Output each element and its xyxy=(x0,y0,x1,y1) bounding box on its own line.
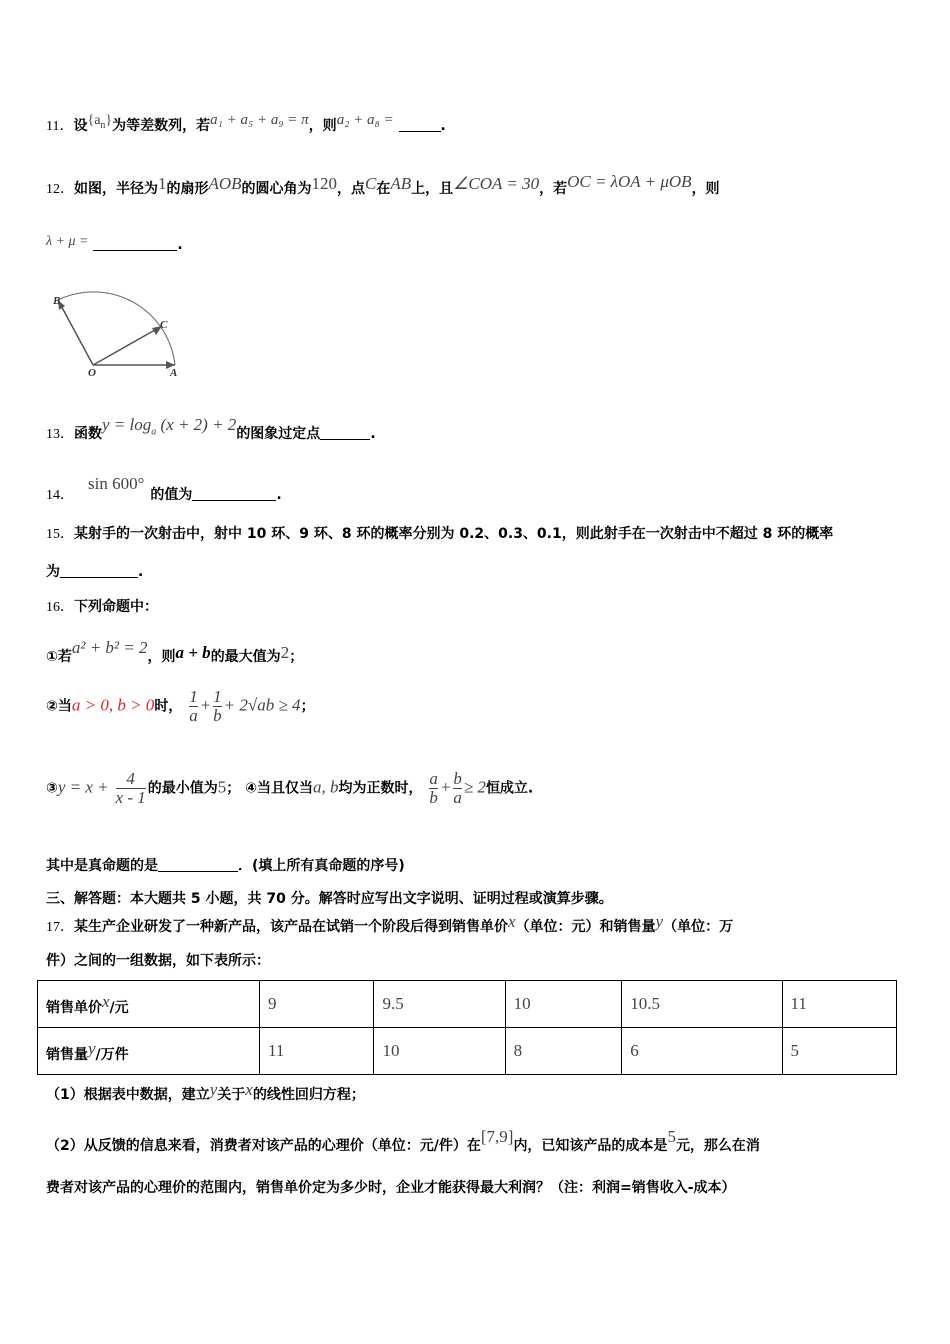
table-cell: 9 xyxy=(260,981,374,1028)
table-cell: 10.5 xyxy=(622,981,782,1028)
vector-equation: OC = λOA + μOB xyxy=(567,172,692,191)
answer-blank[interactable] xyxy=(399,117,441,132)
q11-number: 11． xyxy=(46,119,74,134)
table-cell: 8 xyxy=(505,1028,622,1075)
q16-item-1: ①若a² + b² = 2，则a + b的最大值为2； xyxy=(46,638,304,665)
answer-blank[interactable] xyxy=(93,236,177,251)
q11-condition: a₁ + a₅ + a₉ = π xyxy=(210,112,309,128)
q17-sub-2: （2）从反馈的信息来看，消费者对该产品的心理价（单位：元/件）在[7,9]内，已知该产品的成本是5元，那么在消 xyxy=(46,1127,760,1154)
answer-blank[interactable] xyxy=(320,425,370,440)
q12: 12．如图，半径为1的扇形AOB的圆心角为120，点C在AB上，且∠COA = 30，若OC = λOA + μOB，则 xyxy=(46,172,720,197)
table-cell: 11 xyxy=(782,981,896,1028)
table-cell: 6 xyxy=(622,1028,782,1075)
sector-figure xyxy=(40,288,190,378)
label-b: B xyxy=(53,295,61,307)
label-o: O xyxy=(88,367,96,378)
q16-item-3-4: ③y = x + $\frac{4}{x - 1}$ 的最小值为5； ④当且仅当a, b均为正数时， $\frac{a}{b}$ + $\frac{b}{a}$ ≥ 2恒成立. xyxy=(46,769,534,807)
arc-ab: AB xyxy=(390,174,412,193)
q17-sub-2-line2: 费者对该产品的心理价的范围内，销售单价定为多少时，企业才能获得最大利润？（注：利润=销售收入-成本） xyxy=(46,1180,736,1196)
q15-line2: 为 . xyxy=(46,564,144,580)
q14: 14．sin 600°的值为 . xyxy=(46,474,282,503)
q17: 17．某生产企业研发了一种新产品，该产品在试销一个阶段后得到销售单价x（单位：元）和销售量y（单位：万 xyxy=(46,912,734,935)
q17-line2: 件）之间的一组数据，如下表所示： xyxy=(46,953,270,969)
label-c: C xyxy=(160,319,168,331)
q13: 13．函数$y = \log_a (x + 2) + 2$的图象过定点 . xyxy=(46,415,376,442)
table-row xyxy=(38,981,897,1028)
section-3-heading: 三、解答题：本大题共 5 小题，共 70 分。解答时应写出文字说明、证明过程或演算步骤。 xyxy=(46,891,613,907)
q15: 15．某射手的一次射击中，射中 10 环、9 环、8 环的概率分别为 0.2、0.3、0.1，则此射手在一次射击中不超过 8 环的概率 xyxy=(46,526,834,542)
row-label-price: 销售单价x/元 xyxy=(38,981,260,1028)
q16-footer: 其中是真命题的是 ．(填上所有真命题的序号) xyxy=(46,858,405,874)
table-cell: 5 xyxy=(782,1028,896,1075)
q16-item-2: ②当a > 0, b > 0时， $\frac{1}{a}$ + $\frac{1}{b}$ + 2√ab ≥ 4； xyxy=(46,687,315,725)
q16-title: 16．下列命题中： xyxy=(46,599,158,615)
table-cell: 10 xyxy=(374,1028,505,1075)
answer-blank[interactable] xyxy=(60,563,138,578)
q11: 11．设$\{a_n\}$为等差数列，若a₁ + a₅ + a₉ = π，则a₂ + a₈ = . xyxy=(46,112,446,134)
answer-blank[interactable] xyxy=(192,486,276,501)
table-cell: 10 xyxy=(505,981,622,1028)
table-cell: 11 xyxy=(260,1028,374,1075)
sales-data-table xyxy=(37,980,897,1075)
sin-expression: sin 600° xyxy=(88,474,145,493)
label-a: A xyxy=(170,367,178,378)
condition-positive: a > 0, b > 0 xyxy=(71,695,155,715)
row-label-volume: 销售量y/万件 xyxy=(38,1028,260,1075)
q12-answer-line: λ + μ = . xyxy=(46,234,183,253)
table-row xyxy=(38,1028,897,1075)
answer-blank[interactable] xyxy=(158,857,238,872)
table-cell: 9.5 xyxy=(374,981,505,1028)
q11-ask: a₂ + a₈ = xyxy=(336,112,394,128)
q17-sub-1: （1）根据表中数据，建立y关于x的线性回归方程； xyxy=(46,1080,365,1103)
log-expression: $y = \log_a (x + 2) + 2$ xyxy=(102,415,237,438)
